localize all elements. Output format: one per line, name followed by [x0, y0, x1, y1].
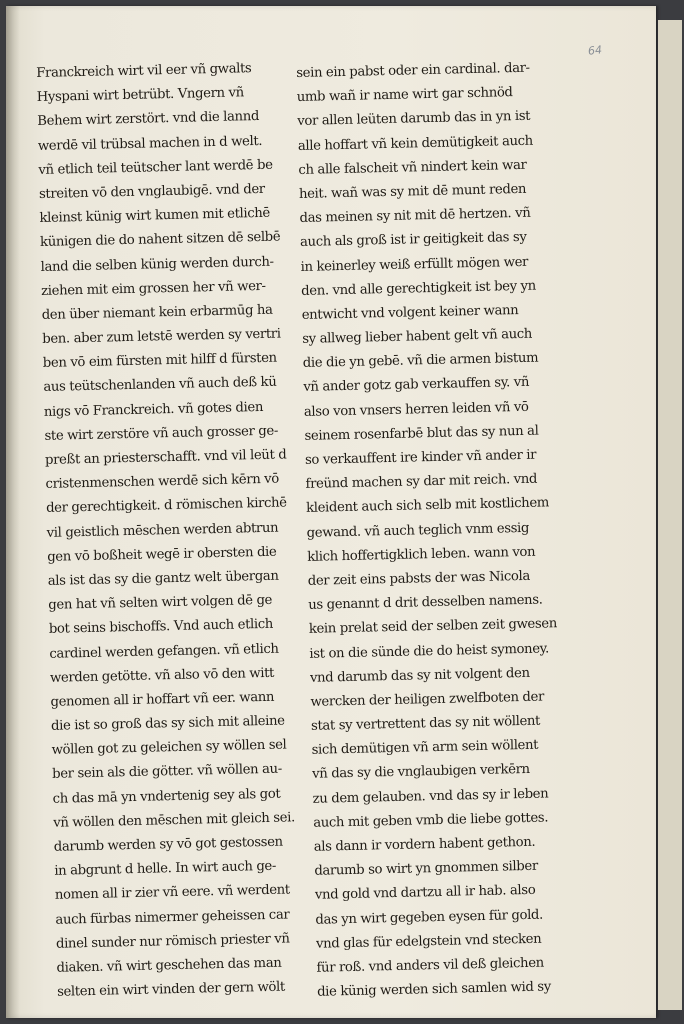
- text-line: selten ein wirt vinden der gern wölt: [56, 979, 286, 1000]
- text-line: klich hoffertigklich leben. wann von: [307, 544, 536, 565]
- text-line: sy allweg lieber habent gelt vñ auch: [302, 326, 533, 347]
- text-line: Behem wirt zerstört. vnd die lannd: [37, 109, 260, 130]
- text-line: auch fürbas nimermer geheissen car: [55, 907, 290, 928]
- text-line: ben. aber zum letstē werden sy vertri: [42, 326, 281, 347]
- text-line: vnd glas für edelgstein vnd stecken: [315, 931, 542, 952]
- text-line: us genannt d drit desselben namens.: [308, 592, 543, 613]
- text-line: ber sein als die götter. vñ wöllen au-: [52, 762, 283, 783]
- text-line: gen vō boßheit wegē ir obersten die: [47, 544, 277, 565]
- text-line: kleinst künig wirt kumen mit etlichē: [39, 205, 271, 227]
- text-line: ziehen mit eim grossen her vñ wer-: [41, 278, 266, 299]
- text-line: als ist das sy die gantz welt übergan: [47, 568, 279, 589]
- text-line: cardinel werden gefangen. vñ etlich: [49, 641, 279, 662]
- text-line: werden getötte. vñ also vō den witt: [49, 665, 275, 686]
- text-line: cristenmenschen werdē sich kērn vō: [45, 471, 280, 493]
- text-line: vil geistlich mēschen werden abtrun: [46, 520, 279, 541]
- text-line: bot seins bischoffs. Vnd auch etlich: [48, 617, 274, 638]
- text-line: entwicht vnd volgent keiner wann: [301, 302, 519, 323]
- text-line: die die yn gebē. vñ die armen bistum: [302, 350, 539, 372]
- text-line: vnd gold vnd dartzu all ir hab. also: [314, 883, 536, 904]
- text-line: seinem rosenfarbē blut das sy nun al: [304, 423, 539, 444]
- text-line: alle hoffart vñ kein demütigkeit auch: [297, 133, 534, 154]
- right-text-column: [296, 55, 617, 1005]
- text-line: ch alle falscheit vñ nindert kein war: [298, 157, 527, 178]
- text-line: in abgrunt d helle. In wirt auch ge-: [54, 858, 277, 879]
- text-line: zu dem gelauben. vnd das sy ir leben: [312, 786, 549, 807]
- page-edge-strip: [658, 20, 682, 1010]
- left-text-column: [36, 56, 307, 1005]
- text-line: ste wirt zerstöre vñ auch grosser ge-: [44, 423, 279, 444]
- text-line: also von vnsers herren leiden vñ vō: [303, 399, 529, 420]
- text-line: nigs vō Franckreich. vñ gotes dien: [43, 399, 264, 420]
- text-line: die ist so groß das sy sich mit alleine: [50, 713, 285, 734]
- text-line: vor allen leüten darumb das in yn ist: [297, 109, 531, 130]
- text-line: ch das mā yn vndertenig sey als got: [52, 786, 281, 807]
- text-line: land die selben künig werden durch-: [40, 254, 274, 275]
- text-line: ben vō eim fürsten mit hilff d fürsten: [42, 350, 277, 372]
- text-line: das yn wirt gegeben eysen für gold.: [315, 907, 544, 928]
- text-line: darumb so wirt yn gnommen silber: [314, 858, 538, 879]
- text-line: gen hat vñ selten wirt volgen dē ge: [48, 592, 273, 613]
- text-line: vñ ander gotz gab verkauffen sy. vñ: [303, 375, 530, 396]
- text-line: sein ein pabst oder ein cardinal. dar-: [296, 60, 530, 81]
- text-line: vñ wöllen den mēschen mit gleich sei.: [53, 810, 296, 831]
- text-line: preßt an priesterschafft. vnd vil leüt d: [44, 447, 287, 468]
- text-line: vñ etlich teil teütscher lant werdē be: [38, 157, 273, 178]
- text-line: sich demütigen vñ arm sein wöllent: [311, 737, 539, 759]
- folio-number: 64: [587, 43, 603, 58]
- text-line: so verkauffent ire kinder vñ ander ir: [304, 447, 537, 468]
- text-line: den über niemant kein erbarmūg ha: [41, 302, 273, 323]
- text-line: den. vnd alle gerechtigkeit ist bey yn: [301, 278, 537, 299]
- text-line: diaken. vñ wirt geschehen das man: [56, 955, 282, 976]
- text-line: gewand. vñ auch teglich vnm essig: [306, 520, 530, 541]
- text-line: aus teütschenlanden vñ auch deß kü: [43, 375, 277, 396]
- text-line: wöllen got zu geleichen sy wöllen sel: [51, 737, 287, 759]
- text-line: werdē vil trübsal machen in d welt.: [37, 133, 263, 154]
- text-line: der zeit eins pabsts der was Nicola: [307, 568, 531, 589]
- text-line: Franckreich wirt vil eer vñ gwalts: [36, 61, 252, 81]
- text-line: in keinerley weiß erfüllt mögen wer: [300, 254, 529, 275]
- text-line: künigen die do nahent sitzen dē selbē: [39, 229, 281, 251]
- text-line: nomen all ir zier vñ eere. vñ werdent: [54, 882, 290, 904]
- text-line: umb wañ ir name wirt gar schnöd: [296, 85, 513, 106]
- text-line: die künig werden sich samlen wid sy: [316, 979, 552, 1000]
- text-line: freünd machen sy dar mit reich. vnd: [305, 471, 538, 493]
- text-line: für roß. vnd anders vil deß gleichen: [316, 955, 545, 976]
- text-line: vnd darumb das sy nit volgent den: [309, 665, 530, 686]
- text-line: streiten vō den vnglaubigē. vnd der: [38, 181, 265, 202]
- text-line: kleident auch sich selb mit kostlichem: [305, 495, 550, 517]
- text-line: genomen all ir hoffart vñ eer. wann: [50, 689, 275, 710]
- text-line: vñ das sy die vnglaubigen verkērn: [312, 762, 530, 783]
- text-line: auch als groß ist ir geitigkeit das sy: [299, 230, 527, 251]
- text-line: ist on die sünde die do heist symoney.: [309, 640, 550, 662]
- text-line: Hyspani wirt betrübt. Vngern vñ: [36, 85, 244, 106]
- text-line: stat sy vertrettent das sy nit wöllent: [310, 713, 541, 734]
- text-line: das meinen sy nit mit dē hertzen. vñ: [299, 205, 531, 227]
- text-line: als dann ir vordern habent gethon.: [313, 834, 536, 855]
- book-page: [6, 6, 656, 1018]
- text-line: auch mit geben vmb die liebe gottes.: [313, 810, 549, 831]
- text-line: kein prelat seid der selben zeit gwesen: [308, 616, 558, 638]
- text-line: der gerechtigkeit. d römischen kirchē: [45, 495, 287, 517]
- text-line: wercken der heiligen zwelfboten der: [310, 689, 545, 710]
- text-line: darumb werden sy vō got gestossen: [53, 834, 283, 855]
- text-line: heit. wañ was sy mit dē munt reden: [298, 181, 527, 202]
- text-line: dinel sunder nur römisch priester vñ: [55, 931, 290, 952]
